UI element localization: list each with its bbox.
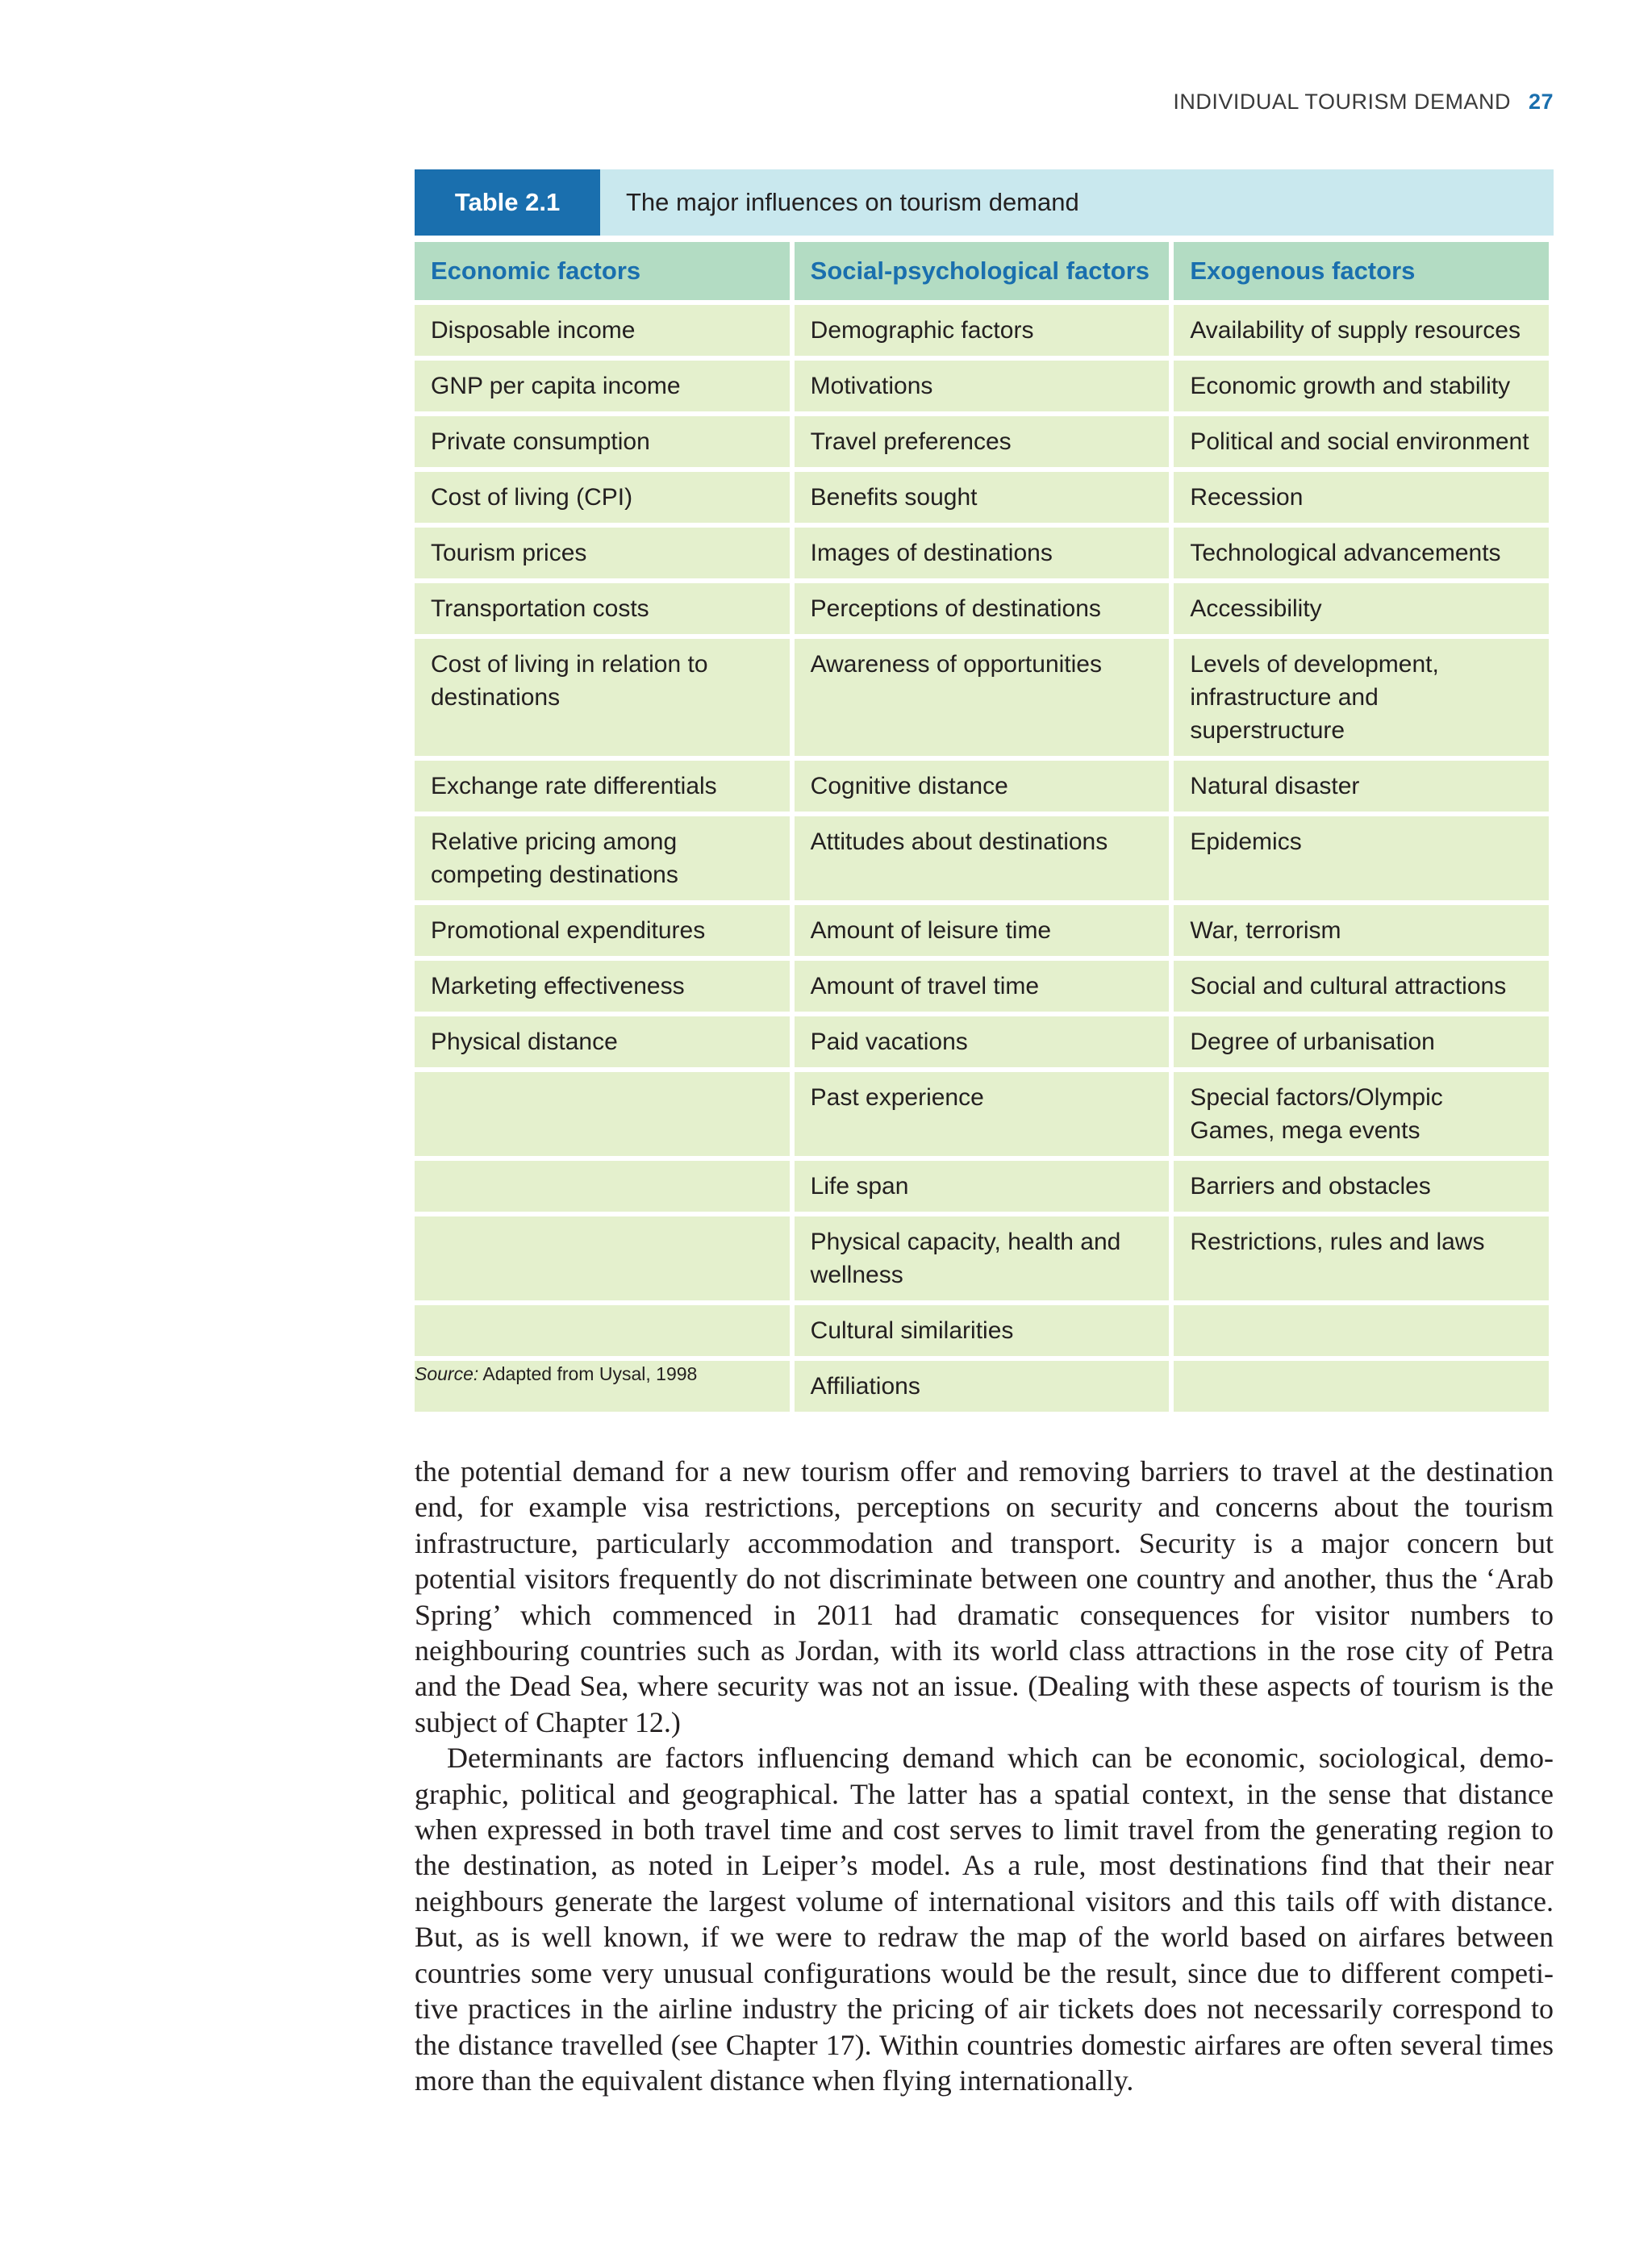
table-cell: Exchange rate differentials <box>415 761 790 812</box>
table-cell <box>415 1072 790 1156</box>
table-row <box>415 305 1549 356</box>
table-cell: Special factors/Olympic Games, mega events <box>1174 1072 1549 1156</box>
table-cell: Benefits sought <box>795 472 1170 523</box>
table-source-note <box>415 1363 697 1385</box>
table-cell: Cultural similarities <box>795 1305 1170 1356</box>
table-cell: Past experience <box>795 1072 1170 1156</box>
table-caption <box>415 169 1554 236</box>
table-title: The major influences on tourism demand <box>626 188 1079 216</box>
table-cell: Political and social environment <box>1174 416 1549 467</box>
table-cell: War, terrorism <box>1174 905 1549 956</box>
table-row <box>415 583 1549 634</box>
table-body <box>415 305 1549 1412</box>
table-cell: Motivations <box>795 361 1170 411</box>
column-header-exogenous: Exogenous factors <box>1174 242 1549 300</box>
table-cell: Disposable income <box>415 305 790 356</box>
source-text: Adapted from Uysal, 1998 <box>482 1363 698 1384</box>
table-row <box>415 1305 1549 1356</box>
table-cell: Demographic factors <box>795 305 1170 356</box>
table-cell: Degree of urbanisation <box>1174 1016 1549 1067</box>
table-cell: Levels of development, infrastructure and superstructure <box>1174 639 1549 756</box>
table-row <box>415 1161 1549 1212</box>
table-cell <box>415 1305 790 1356</box>
table-cell: Availability of supply resources <box>1174 305 1549 356</box>
table-cell: Attitudes about destinations <box>795 816 1170 900</box>
table-row <box>415 905 1549 956</box>
table-cell <box>1174 1305 1549 1356</box>
running-head <box>807 90 1554 115</box>
table-row <box>415 528 1549 578</box>
table-row <box>415 361 1549 411</box>
table-row <box>415 816 1549 900</box>
table-cell: Promotional expenditures <box>415 905 790 956</box>
table-row <box>415 472 1549 523</box>
table-cell: Relative pricing among competing destinations <box>415 816 790 900</box>
running-title: INDIVIDUAL TOURISM DEMAND <box>1173 90 1511 114</box>
table-row <box>415 761 1549 812</box>
table-cell: Travel preferences <box>795 416 1170 467</box>
table-cell <box>415 1161 790 1212</box>
table-cell: Marketing effectiveness <box>415 961 790 1012</box>
table-cell: Amount of travel time <box>795 961 1170 1012</box>
table-row <box>415 961 1549 1012</box>
body-paragraph: Determinants are factors influencing demand which can be economic, sociological, demographic, political and geographical. The latter has a spatial context, in the sense that distance when expressed in both travel time and cost serves to limit travel from the generating region to the destination, as noted in Leiper’s model. As a rule, most destinations find that their near neighbours generate the largest volume of international visitors and this tails off with distance. But, as is well known, if we were to redraw the map of the world based on airfares between countries some very unusual configurations would be the result, since due to different competitive practices in the airline industry the pricing of air tickets does not necessarily correspond to the distance travelled (see Chapter 17). Within countries domestic airfares are often several times more than the equivalent distance when flying internationally. <box>415 1742 1554 2097</box>
table-cell: Cost of living (CPI) <box>415 472 790 523</box>
influences-table <box>410 237 1554 1417</box>
table-cell: Images of destinations <box>795 528 1170 578</box>
table-cell <box>415 1216 790 1300</box>
page-number: 27 <box>1528 90 1554 114</box>
table-cell <box>1174 1361 1549 1412</box>
table-cell: Awareness of opportunities <box>795 639 1170 756</box>
table-cell: Life span <box>795 1161 1170 1212</box>
table-row <box>415 1216 1549 1300</box>
table-cell: Physical capacity, health and wellness <box>795 1216 1170 1300</box>
table-cell: Tourism prices <box>415 528 790 578</box>
table-cell: Paid vacations <box>795 1016 1170 1067</box>
table-cell: Accessibility <box>1174 583 1549 634</box>
column-header-social-psychological: Social-psychological factors <box>795 242 1170 300</box>
table-cell: Amount of leisure time <box>795 905 1170 956</box>
table-row <box>415 639 1549 756</box>
table-cell: Recession <box>1174 472 1549 523</box>
table-cell: Economic growth and stability <box>1174 361 1549 411</box>
source-label: Source: <box>415 1363 479 1384</box>
table-cell: Private consumption <box>415 416 790 467</box>
table-cell: Cognitive distance <box>795 761 1170 812</box>
table-row <box>415 1072 1549 1156</box>
table-label: Table 2.1 <box>415 169 600 236</box>
table-row <box>415 1016 1549 1067</box>
column-header-economic: Economic factors <box>415 242 790 300</box>
table-cell: Natural disaster <box>1174 761 1549 812</box>
table-cell: Physical distance <box>415 1016 790 1067</box>
table-cell: Affiliations <box>795 1361 1170 1412</box>
table-cell: Technological advancements <box>1174 528 1549 578</box>
table-row <box>415 416 1549 467</box>
table-cell: Perceptions of destinations <box>795 583 1170 634</box>
table-cell: Social and cultural attractions <box>1174 961 1549 1012</box>
table-cell: Restrictions, rules and laws <box>1174 1216 1549 1300</box>
table-cell: GNP per capita income <box>415 361 790 411</box>
table-cell: Barriers and obstacles <box>1174 1161 1549 1212</box>
table-cell: Transportation costs <box>415 583 790 634</box>
table-header-row <box>415 242 1549 300</box>
table-cell: Epidemics <box>1174 816 1549 900</box>
body-paragraph: the potential demand for a new tourism offer and removing barriers to travel at the destination end, for example visa restrictions, perceptions on security and concerns about the tourism infrastructure, particularly accommodation and transport. Security is a major concern but potential visitors frequently do not discriminate between one country and another, thus the ‘Arab Spring’ which commenced in 2011 had dramatic consequences for visitor numbers to neighbouring countries such as Jordan, with its world class attractions in the rose city of Petra and the Dead Sea, where security was not an issue. (Dealing with these aspects of tourism is the subject of Chapter 12.) <box>415 1455 1554 1738</box>
body-text <box>415 1454 1554 2098</box>
table-cell: Cost of living in relation to destinations <box>415 639 790 756</box>
